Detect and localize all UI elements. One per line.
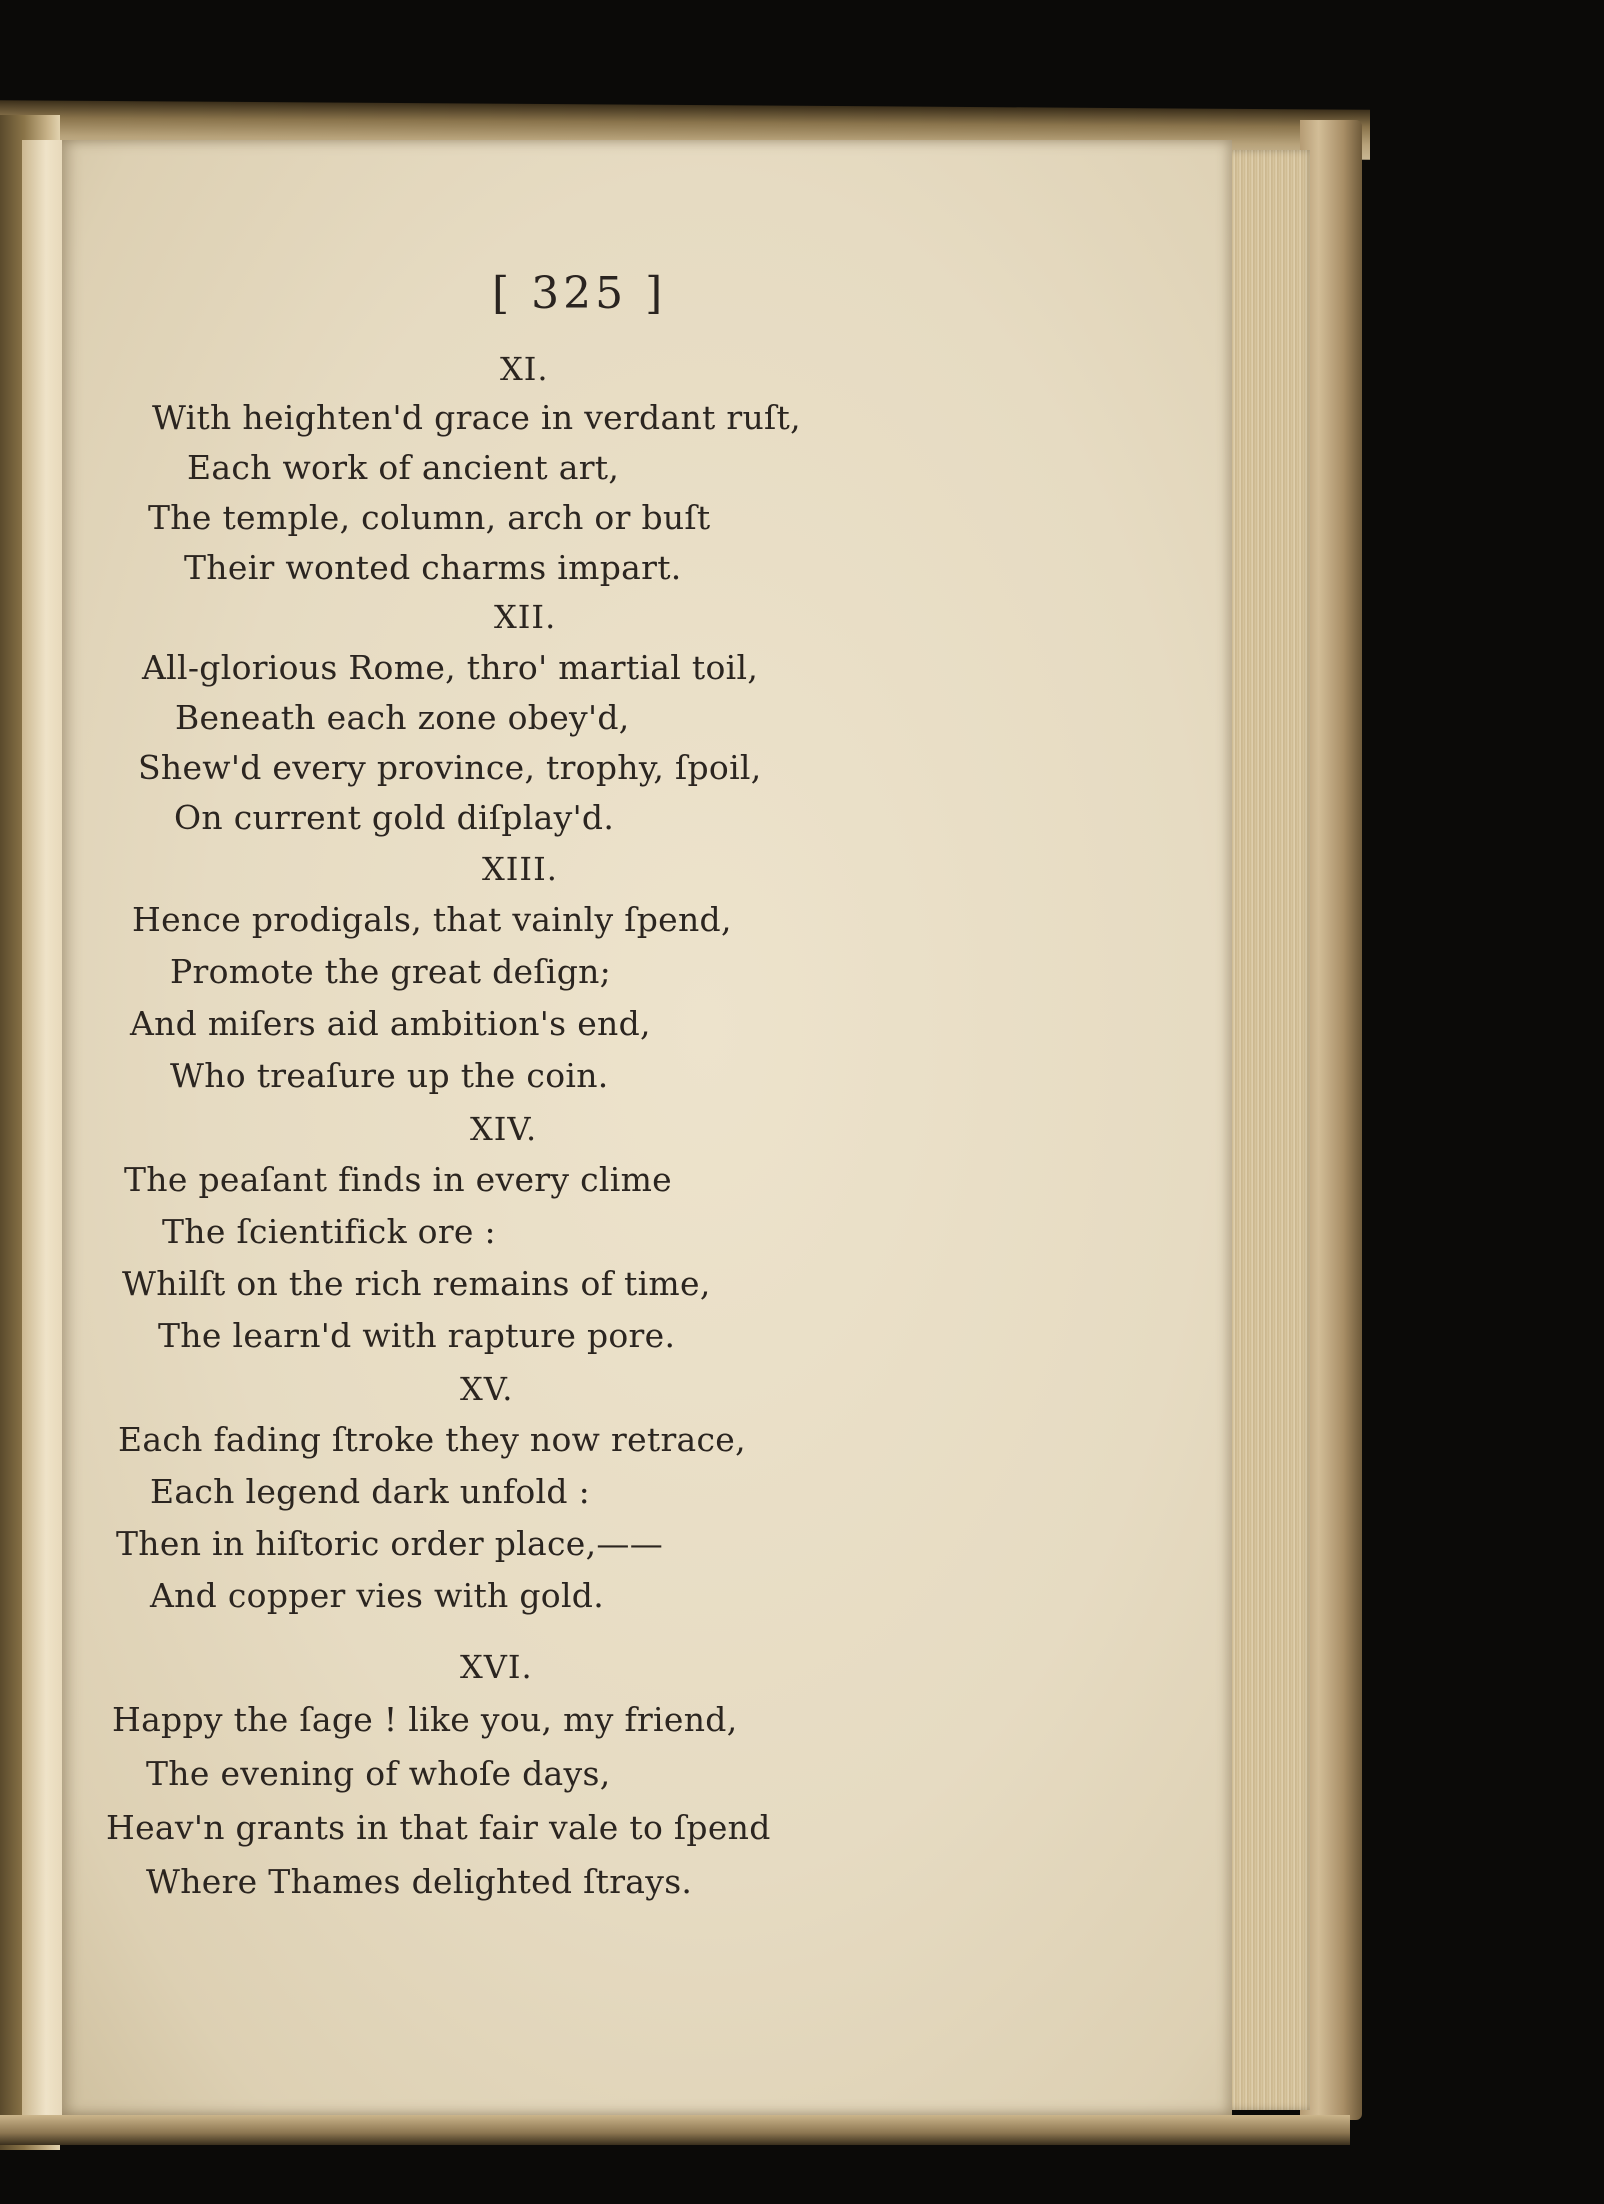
verse-line: Promote the great deſign; <box>170 952 612 991</box>
page-edges-stack <box>1225 150 1310 2110</box>
verse-line: And copper vies with gold. <box>150 1576 605 1615</box>
verse-line: The temple, column, arch or buſt <box>148 498 711 537</box>
verse-line: Their wonted charms impart. <box>184 548 682 587</box>
verse-line: Each fading ſtroke they now retrace, <box>118 1420 746 1459</box>
stanza-numeral: XIII. <box>482 850 558 888</box>
stanza-numeral: XII. <box>494 598 557 636</box>
verse-line: Hence prodigals, that vainly ſpend, <box>132 900 732 939</box>
bottom-book-edge <box>0 2115 1350 2145</box>
verse-line: Who treaſure up the coin. <box>170 1056 609 1095</box>
verse-line: The evening of whoſe days, <box>146 1754 611 1793</box>
stanza-numeral: XVI. <box>460 1648 533 1686</box>
verse-line: With heighten'd grace in verdant ruſt, <box>152 398 801 437</box>
left-page-edge <box>22 140 63 2130</box>
stanza-numeral: XI. <box>500 350 549 388</box>
verse-line: The ſcientifick ore : <box>162 1212 496 1251</box>
verse-line: And miſers aid ambition's end, <box>130 1004 651 1043</box>
verse-line: Happy the ſage ! like you, my friend, <box>112 1700 738 1739</box>
page-number: [ 325 ] <box>492 268 667 319</box>
verse-line: The peaſant finds in every clime <box>124 1160 672 1199</box>
verse-line: Each legend dark unfold : <box>150 1472 591 1511</box>
verse-line: On current gold diſplay'd. <box>174 798 615 837</box>
verse-line: The learn'd with rapture pore. <box>158 1316 676 1355</box>
verse-line: Each work of ancient art, <box>187 448 620 487</box>
verse-line: Whilſt on the rich remains of time, <box>122 1264 711 1303</box>
book-page <box>62 140 1232 2115</box>
verse-line: All-glorious Rome, thro' martial toil, <box>142 648 759 687</box>
verse-line: Heav'n grants in that fair vale to ſpend <box>106 1808 771 1847</box>
stanza-numeral: XV. <box>460 1370 514 1408</box>
verse-line: Where Thames delighted ſtrays. <box>146 1862 693 1901</box>
verse-line: Beneath each zone obey'd, <box>175 698 630 737</box>
verse-line: Shew'd every province, trophy, ſpoil, <box>138 748 762 787</box>
stanza-numeral: XIV. <box>470 1110 538 1148</box>
page-text <box>62 140 1232 2115</box>
verse-line: Then in hiſtoric order place,—— <box>116 1524 663 1563</box>
